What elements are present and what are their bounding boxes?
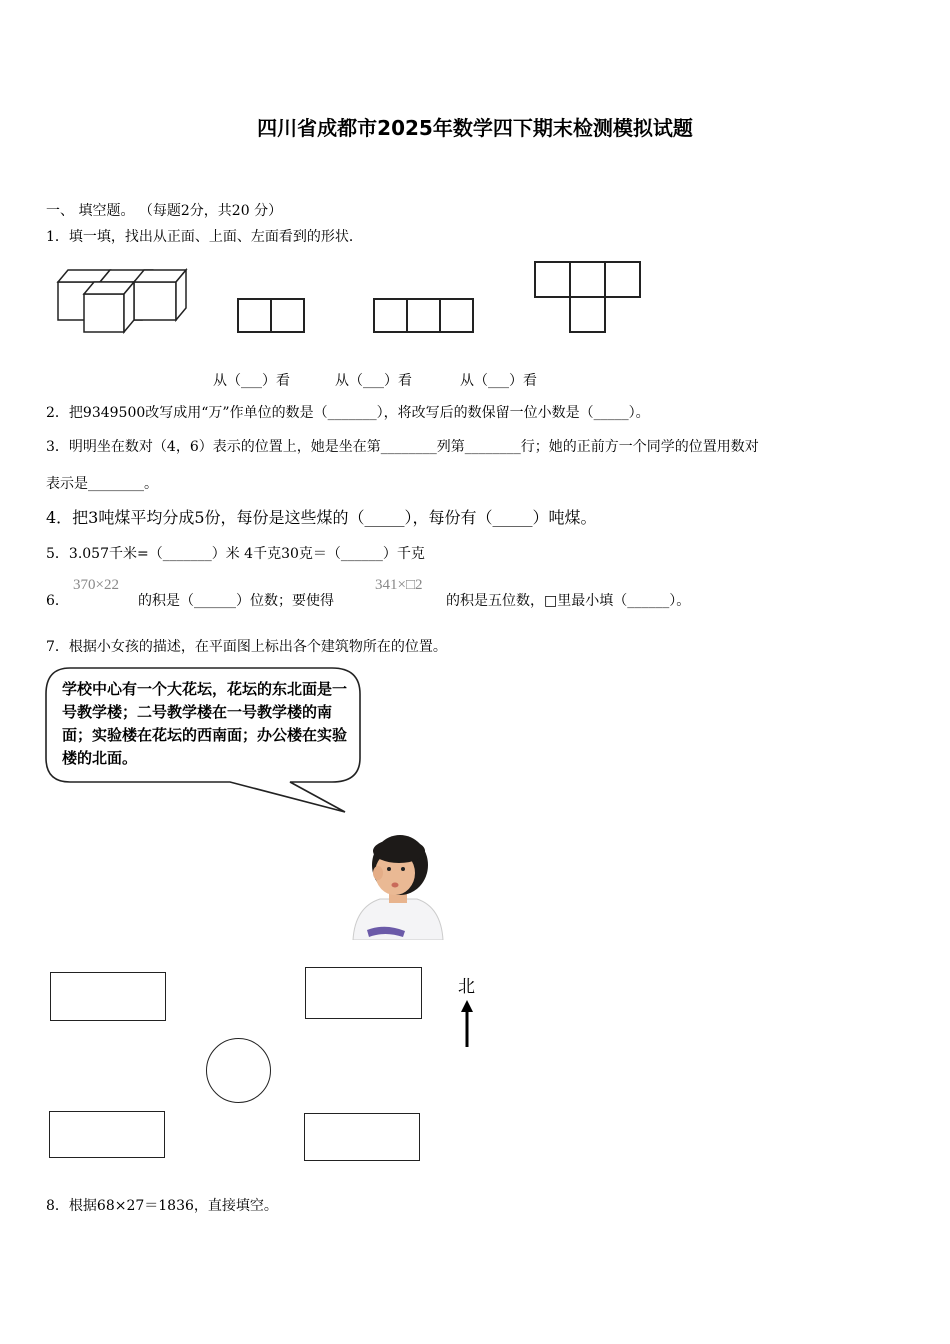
building-box-bottom-left[interactable]: [49, 1111, 165, 1158]
question-7: 7．根据小女孩的描述，在平面图上标出各个建筑物所在的位置。: [46, 639, 447, 655]
north-arrow-icon: [459, 1000, 475, 1050]
question-1: 1．填一填，找出从正面、上面、左面看到的形状．: [46, 229, 363, 245]
question-5: 5．3.057千米=（_______）米 4千克30克＝（______）千克: [46, 546, 425, 562]
question-3-line2: 表示是________。: [46, 476, 158, 492]
view-label-3: 从（___）看: [460, 373, 537, 389]
north-label: 北: [458, 977, 475, 997]
question-6-middle: 的积是（______）位数；要使得: [138, 593, 334, 609]
view-three-squares: [371, 296, 477, 336]
flower-bed-circle: [206, 1038, 271, 1103]
view-label-1: 从（___）看: [213, 373, 290, 389]
view-two-squares: [235, 296, 307, 336]
view-t-shape: [532, 259, 644, 335]
question-6-number: 6．: [46, 593, 69, 609]
building-box-top-left[interactable]: [50, 972, 166, 1021]
question-6-end: 的积是五位数，□里最小填（______）。: [446, 593, 691, 609]
building-box-top-right[interactable]: [305, 967, 422, 1019]
expression-370x22: 370×22: [73, 577, 119, 593]
girl-illustration: [345, 825, 450, 940]
page-title: 四川省成都市2025年数学四下期末检测模拟试题: [257, 116, 693, 140]
question-3-line1: 3．明明坐在数对（4，6）表示的位置上，她是坐在第________列第________行；她的正前方一个同学的位置用数对: [46, 439, 759, 455]
view-label-2: 从（___）看: [335, 373, 412, 389]
section-heading: 一、 填空题。 （每题2分，共20 分）: [46, 203, 283, 219]
question-4: 4．把3吨煤平均分成5份，每份是这些煤的（_____），每份有（_____）吨煤。: [46, 508, 597, 527]
question-8: 8．根据68×27＝1836，直接填空。: [46, 1198, 278, 1214]
building-box-bottom-right[interactable]: [304, 1113, 420, 1161]
question-2: 2．把9349500改写成用“万”作单位的数是（_______），将改写后的数保留一位小数是（_____）。: [46, 405, 650, 421]
expression-341x2: 341×□2: [375, 577, 423, 593]
cube-stack-figure: [50, 258, 195, 338]
bubble-text: 学校中心有一个大花坛，花坛的东北面是一号教学楼；二号教学楼在一号教学楼的南面；实验楼在花坛的西南面；办公楼在实验楼的北面。: [62, 680, 348, 767]
